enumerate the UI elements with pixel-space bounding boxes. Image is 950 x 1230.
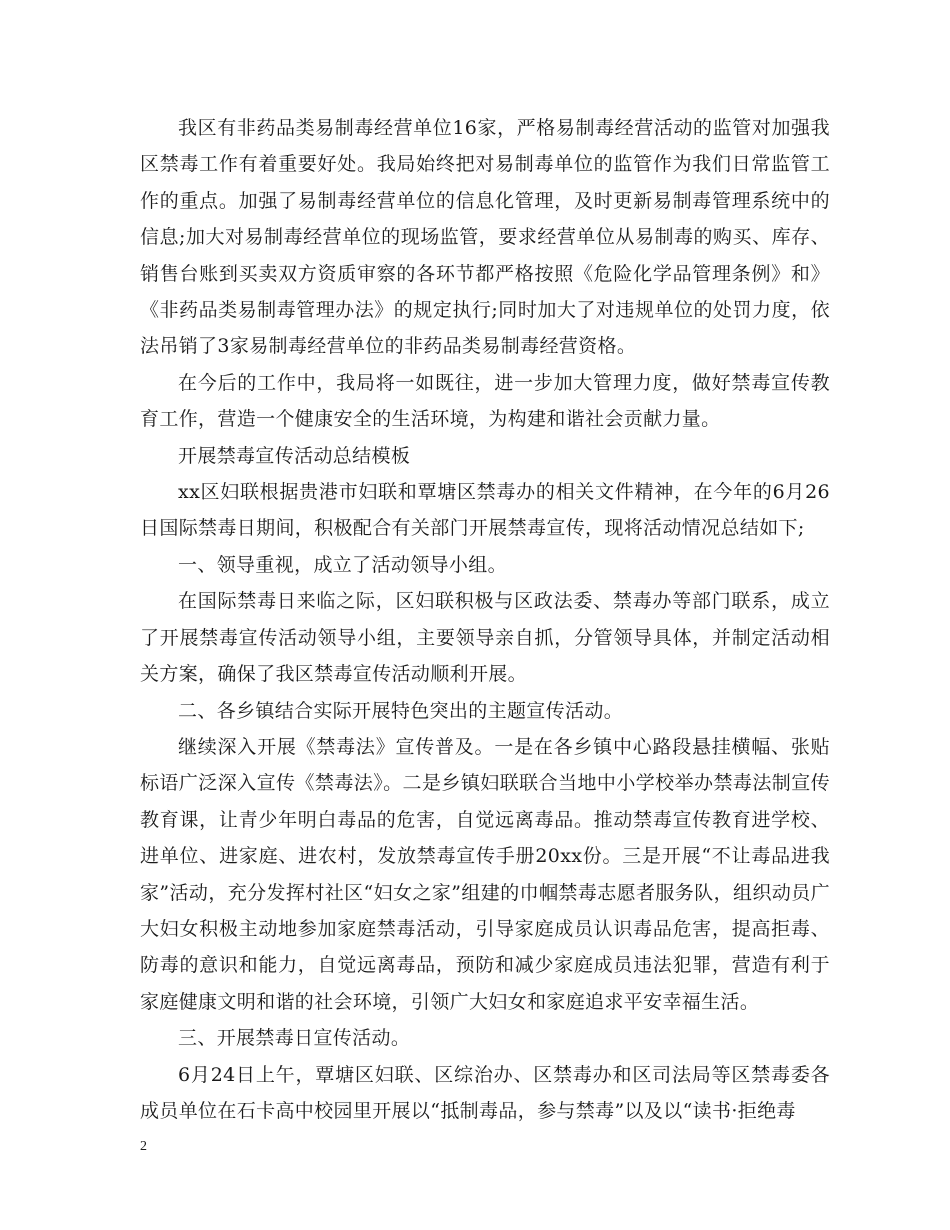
document-body bbox=[140, 110, 830, 1129]
section-title: 开展禁毒宣传活动总结模板 bbox=[178, 444, 411, 467]
paragraph: xx区妇联根据贵港市妇联和覃塘区禁毒办的相关文件精神，在今年的6月26日国际禁毒日期间，积极配合有关部门开展禁毒宣传，现将活动情况总结如下; bbox=[140, 481, 830, 540]
section-heading: 一、领导重视，成立了活动领导小组。 bbox=[178, 553, 507, 576]
paragraph: 6月24日上午，覃塘区妇联、区综治办、区禁毒办和区司法局等区禁毒委各成员单位在石卡高中校园里开展以“抵制毒品，参与禁毒”以及以“读书·拒绝毒 bbox=[140, 1063, 830, 1122]
section-heading: 二、各乡镇结合实际开展特色突出的主题宣传活动。 bbox=[178, 699, 624, 722]
paragraph: 我区有非药品类易制毒经营单位16家，严格易制毒经营活动的监管对加强我区禁毒工作有着重要好处。我局始终把对易制毒单位的监管作为我们日常监管工作的重点。加强了易制毒经营单位的信息化管理，及时更新易制毒管理系统中的信息;加大对易制毒经营单位的现场监管，要求经营单位从易制毒的购买、库存、销售台账到买卖双方资质审察的各环节都严格按照《危险化学品管理条例》和》《非药品类易制毒管理办法》的规定执行;同时加大了对违规单位的处罚力度，依法吊销了3家易制毒经营单位的非药品类易制毒经营资格。 bbox=[140, 117, 830, 358]
paragraph: 在今后的工作中，我局将一如既往，进一步加大管理力度，做好禁毒宣传教育工作，营造一个健康安全的生活环境，为构建和谐社会贡献力量。 bbox=[140, 371, 830, 431]
page-number: 2 bbox=[140, 1139, 147, 1154]
section-heading: 三、开展禁毒日宣传活动。 bbox=[178, 1027, 411, 1050]
paragraph: 继续深入开展《禁毒法》宣传普及。一是在各乡镇中心路段悬挂横幅、张贴标语广泛深入宣传《禁毒法》。二是乡镇妇联联合当地中小学校举办禁毒法制宣传教育课，让青少年明白毒品的危害，自觉远离毒品。推动禁毒宣传教育进学校、进单位、进家庭、进农村，发放禁毒宣传手册20xx份。三是开展“不让毒品进我家”活动，充分发挥村社区“妇女之家”组建的巾帼禁毒志愿者服务队，组织动员广大妇女积极主动地参加家庭禁毒活动，引导家庭成员认识毒品危害，提高拒毒、防毒的意识和能力，自觉远离毒品，预防和减少家庭成员违法犯罪，营造有利于家庭健康文明和谐的社会环境，引领广大妇女和家庭追求平安幸福生活。 bbox=[140, 735, 830, 1013]
paragraph: 在国际禁毒日来临之际，区妇联积极与区政法委、禁毒办等部门联系，成立了开展禁毒宣传活动领导小组，主要领导亲自抓，分管领导具体，并制定活动相关方案，确保了我区禁毒宣传活动顺利开展。 bbox=[140, 590, 830, 686]
